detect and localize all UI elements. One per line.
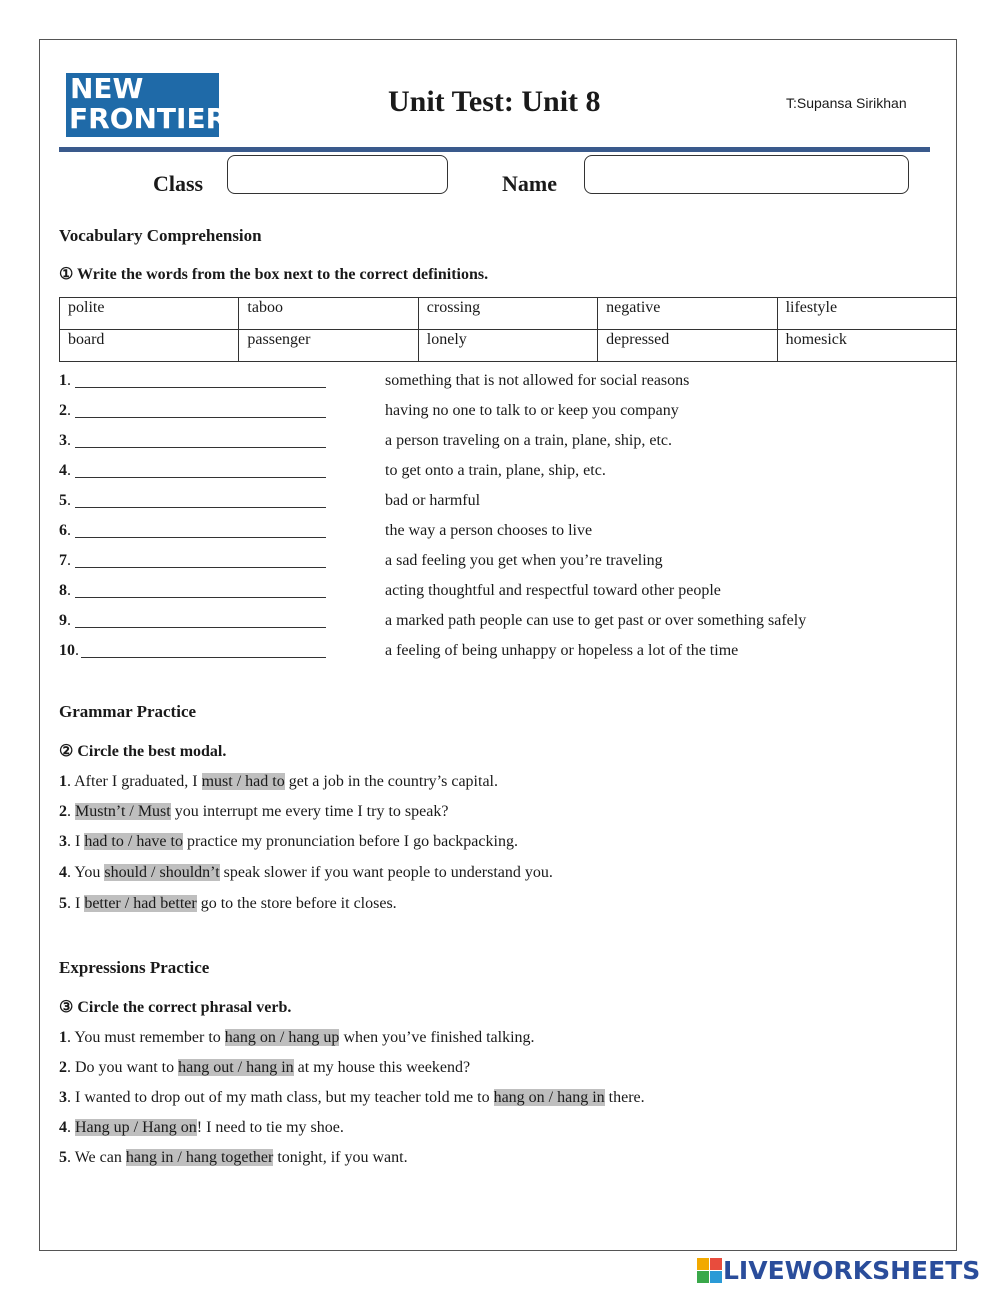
item-number: 1 — [59, 1029, 67, 1046]
sentence-text: . You must remember to — [67, 1029, 225, 1046]
vocabulary-item: 7. a sad feeling you get when you’re traveling — [59, 552, 663, 569]
grammar-item — [59, 833, 518, 851]
expressions-instruction: ③ Circle the correct phrasal verb. — [59, 999, 292, 1016]
liveworksheets-wordmark: LIVEWORKSHEETS — [723, 1256, 981, 1285]
word-box-cell: depressed — [598, 330, 777, 362]
expressions-item — [59, 1089, 645, 1107]
vocabulary-instruction: ① Write the words from the box next to the correct definitions. — [59, 266, 489, 283]
grammar-item — [59, 773, 498, 791]
definition-text: to get onto a train, plane, ship, etc. — [385, 462, 606, 479]
sentence-text: you interrupt me every time I try to speak? — [170, 803, 449, 820]
item-number: 1 — [59, 773, 67, 790]
item-number: 8 — [59, 582, 67, 599]
vocabulary-item: 5. bad or harmful — [59, 492, 481, 509]
answer-blank[interactable] — [75, 387, 326, 388]
sentence-text: . I wanted to drop out of my math class, but my teacher told me to — [67, 1089, 494, 1106]
vocabulary-item: 6. the way a person chooses to live — [59, 522, 593, 539]
word-box-cell: crossing — [418, 298, 597, 330]
sentence-text: practice my pronunciation before I go backpacking. — [182, 833, 518, 850]
sentence-text: at my house this weekend? — [293, 1059, 471, 1076]
grammar-item — [59, 803, 448, 821]
definition-text: a feeling of being unhappy or hopeless a lot of the time — [385, 642, 739, 659]
class-input[interactable] — [227, 155, 448, 194]
sentence-text: . I — [67, 833, 85, 850]
word-box-cell: board — [60, 330, 239, 362]
choice-option[interactable]: Hang up / Hang on — [75, 1119, 197, 1136]
word-box-cell: lonely — [418, 330, 597, 362]
vocabulary-item: 4. to get onto a train, plane, ship, etc. — [59, 462, 606, 479]
grammar-instruction: ② Circle the best modal. — [59, 743, 227, 760]
vocabulary-item: 3. a person traveling on a train, plane, ship, etc. — [59, 432, 673, 449]
sentence-text: . Do you want to — [67, 1059, 179, 1076]
item-number: 2 — [59, 1059, 67, 1076]
item-number: 10 — [59, 642, 75, 659]
logo-square-icon — [710, 1258, 722, 1270]
expressions-item — [59, 1029, 535, 1047]
word-box-row — [60, 298, 957, 330]
answer-blank[interactable] — [75, 447, 326, 448]
sentence-text: . After I graduated, I — [67, 773, 202, 790]
definition-text: something that is not allowed for social reasons — [385, 372, 690, 389]
sentence-text: there. — [604, 1089, 645, 1106]
logo-square-icon — [710, 1271, 722, 1283]
sentence-text: go to the store before it closes. — [196, 895, 397, 912]
sentence-text: get a job in the country’s capital. — [284, 773, 498, 790]
item-number: 4 — [59, 864, 67, 881]
header-rule — [59, 147, 930, 152]
choice-option[interactable]: had to / have to — [84, 833, 183, 850]
new-frontiers-logo — [66, 72, 248, 137]
word-box-cell: passenger — [239, 330, 418, 362]
expressions-heading: Expressions Practice — [59, 958, 210, 977]
definition-text: acting thoughtful and respectful toward other people — [385, 582, 721, 599]
item-number: 3 — [59, 432, 67, 449]
vocabulary-item: 8. acting thoughtful and respectful toward other people — [59, 582, 721, 599]
sentence-text: . We can — [67, 1149, 126, 1166]
choice-option[interactable]: better / had better — [84, 895, 197, 912]
logo-line-1: NEW — [70, 72, 144, 105]
definition-text: bad or harmful — [385, 492, 481, 509]
vocabulary-item: 9. a marked path people can use to get past or over something safely — [59, 612, 807, 629]
choice-option[interactable]: should / shouldn’t — [104, 864, 220, 881]
item-number: 4 — [59, 1119, 67, 1136]
answer-blank[interactable] — [81, 657, 326, 658]
logo-line-2: FRONTIERS — [69, 102, 248, 135]
logo-square-icon — [697, 1258, 709, 1270]
word-box-cell: taboo — [239, 298, 418, 330]
word-box — [59, 297, 957, 362]
grammar-item — [59, 864, 553, 882]
sentence-text: . You — [67, 864, 105, 881]
expressions-item — [59, 1059, 470, 1077]
word-box-cell: polite — [60, 298, 239, 330]
item-number: 1 — [59, 372, 67, 389]
sentence-text: tonight, if you want. — [273, 1149, 408, 1166]
definition-text: a person traveling on a train, plane, ship, etc. — [385, 432, 673, 449]
definition-text: having no one to talk to or keep you company — [385, 402, 679, 419]
name-label: Name — [502, 171, 557, 196]
choice-option[interactable]: hang on / hang in — [493, 1089, 605, 1106]
choice-option[interactable]: hang on / hang up — [224, 1029, 340, 1046]
answer-blank[interactable] — [75, 597, 326, 598]
sentence-text: when you’ve finished talking. — [339, 1029, 535, 1046]
grammar-item — [59, 895, 397, 913]
word-box-cell: homesick — [777, 330, 956, 362]
teacher-name: T:Supansa Sirikhan — [786, 95, 907, 111]
vocabulary-heading: Vocabulary Comprehension — [59, 226, 262, 245]
page-title: Unit Test: Unit 8 — [388, 85, 601, 118]
vocabulary-item: 1. something that is not allowed for social reasons — [59, 372, 690, 389]
answer-blank[interactable] — [75, 477, 326, 478]
definition-text: a sad feeling you get when you’re traveling — [385, 552, 663, 569]
answer-blank[interactable] — [75, 567, 326, 568]
item-number: 6 — [59, 522, 67, 539]
answer-blank[interactable] — [75, 537, 326, 538]
logo-square-icon — [697, 1271, 709, 1283]
name-input[interactable] — [584, 155, 909, 194]
item-number: 5 — [59, 895, 67, 912]
vocabulary-item: 10. a feeling of being unhappy or hopeless a lot of the time — [59, 642, 739, 659]
item-number: 4 — [59, 462, 67, 479]
item-number: 2 — [59, 402, 67, 419]
word-box-cell: negative — [598, 298, 777, 330]
answer-blank[interactable] — [75, 507, 326, 508]
sentence-text: . — [67, 1119, 75, 1136]
item-number: 2 — [59, 803, 67, 820]
item-number: 3 — [59, 1089, 67, 1106]
choice-option[interactable]: Mustn’t / Must — [75, 803, 171, 820]
item-number: 5 — [59, 492, 67, 509]
word-box-row — [60, 330, 957, 362]
item-number: 9 — [59, 612, 67, 629]
vocabulary-item: 2. having no one to talk to or keep you company — [59, 402, 679, 419]
sentence-text: speak slower if you want people to understand you. — [219, 864, 553, 881]
word-box-cell: lifestyle — [777, 298, 956, 330]
liveworksheets-logo-icon — [697, 1258, 722, 1284]
answer-blank[interactable] — [75, 627, 326, 628]
choice-option[interactable]: must / had to — [201, 773, 285, 790]
answer-blank[interactable] — [75, 417, 326, 418]
item-number: 3 — [59, 833, 67, 850]
definition-text: the way a person chooses to live — [385, 522, 593, 539]
expressions-item — [59, 1149, 408, 1167]
expressions-item — [59, 1119, 344, 1137]
choice-option[interactable]: hang in / hang together — [125, 1149, 274, 1166]
item-number: 7 — [59, 552, 67, 569]
sentence-text: . — [67, 803, 75, 820]
item-number: 5 — [59, 1149, 67, 1166]
sentence-text: ! I need to tie my shoe. — [196, 1119, 344, 1136]
class-label: Class — [153, 171, 204, 196]
sentence-text: . I — [67, 895, 85, 912]
choice-option[interactable]: hang out / hang in — [178, 1059, 294, 1076]
definition-text: a marked path people can use to get past or over something safely — [385, 612, 807, 629]
grammar-heading: Grammar Practice — [59, 702, 197, 721]
liveworksheets-brand — [697, 1256, 997, 1286]
